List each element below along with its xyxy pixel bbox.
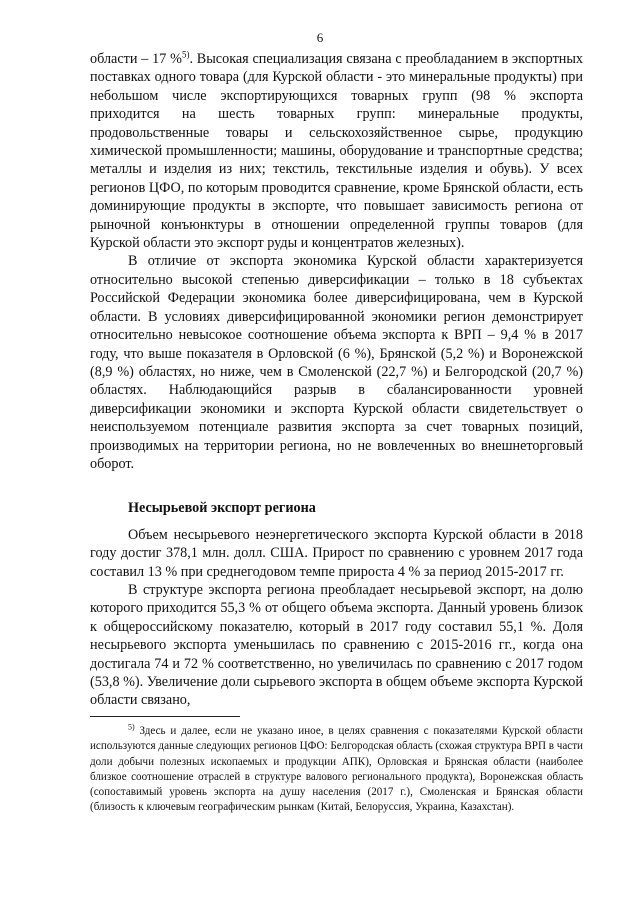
paragraph-diversification: В отличие от экспорта экономика Курской области характеризуется относительно высокой степенью диверсификации – только в 18 субъектах Российской Федерации экономика более диверсифицирована, чем в Курской области. В условиях диверсифицированной экономики регион демонстрирует относительно невысокое соотношение объема экспорта к ВРП – 9,4 % в 2017 году, что выше показателя в Орловской (6 %), Брянской (5,2 %) и Воронежской (8,9 %) областях, но ниже, чем в Смоленской (22,7 %) и Белгородской (20,7 %) областях. Наблюдающийся разрыв в сбалансированности уровней диверсификации экономики и экспорта Курской области свидетельствует о неиспользуемом потенциале развития экспорта за счет товарных позиций, производимых на территории региона, но не вовлеченных во внешнеторговый оборот.: [90, 253, 583, 472]
paragraph-export-structure: В структуре экспорта региона преобладает несырьевой экспорт, на долю которого приходится 55,3 % от общего объема экспорта. Данный уровень близок к общероссийскому показателю, который в 2017 году составил 55,1 %. Доля несырьевого экспорта уменьшилась по сравнению с 2015-2016 гг., когда она достигала 74 и 72 % соответственно, но увеличилась по сравнению с 2017 годом (53,8 %). Увеличение доли сырьевого экспорта в общем объеме экспорта Курской области связано,: [90, 581, 583, 709]
footnote-reference: 5): [181, 49, 190, 60]
footnote-text: Здесь и далее, если не указано иное, в целях сравнения с показателями Курской области используются данные следующих регионов ЦФО: Белгородская область (схожая структура ВРП в части доли добычи полезных ископаемых и продукции АПК), Орловская и Брянская области (наиболее близкое соотношение отраслей в структуре валового регионального продукта), Воронежская область (сопоставимый уровень экспорта на душу населения (2017 г.), Смоленская и Брянская области (близость к ключевым географическим рынкам (Китай, Белоруссия, Украина, Казахстан).: [90, 725, 583, 814]
footnote-separator: [90, 716, 240, 717]
paragraph-nonresource-volume: Объем несырьевого неэнергетического экспорта Курской области в 2018 году достиг 378,1 млн. долл. США. Прирост по сравнению с уровнем 2017 года составил 13 % при среднегодовом темпе прироста 4 % за период 2015-2017 гг.: [90, 526, 583, 580]
footnote-marker: 5): [128, 722, 135, 732]
paragraph-text: области – 17 %: [90, 51, 182, 67]
paragraph-specialization: [90, 50, 583, 252]
paragraph-text: . Высокая специализация связана с преобладанием в экспортных поставках одного товара (для Курской области - это минеральные продукты) при небольшом числе экспортирующихся товарных групп (98 % экспорта приходится на шесть товарных групп: минеральные продукты, продовольственные товары и сельскохозяйственное сырье, продукцию химической промышленности; машины, оборудование и транспортные средства; металлы и изделия из них; текстиль, текстильные изделия и обувь). У всех регионов ЦФО, по которым проводится сравнение, кроме Брянской области, есть доминирующие продукты в экспорте, что повышает зависимость региона от рыночной конъюнктуры в отношении определенной группы товаров (для Курской области это экспорт руды и концентратов железных).: [90, 51, 583, 252]
main-text: [90, 50, 583, 710]
section-heading: Несырьевой экспорт региона: [128, 500, 316, 517]
page-number: 6: [316, 30, 324, 45]
footnote: [90, 724, 583, 816]
